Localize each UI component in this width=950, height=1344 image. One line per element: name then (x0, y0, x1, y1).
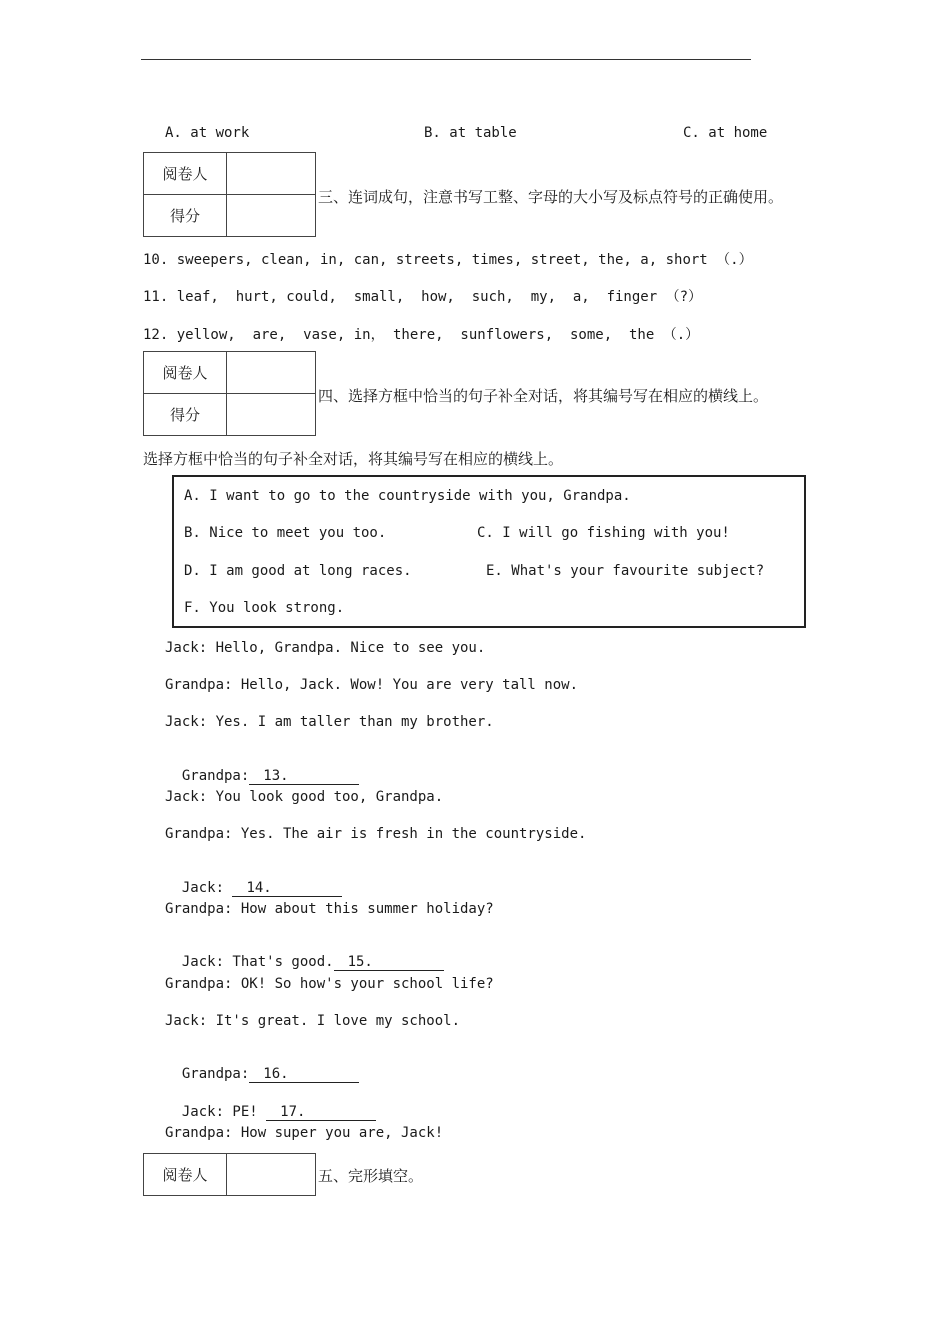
dialogue-line-4 (165, 752, 359, 785)
blank-number: 14. (246, 880, 272, 896)
section4-instruction: 选择方框中恰当的句子补全对话，将其编号写在相应的横线上。 (143, 450, 564, 468)
speaker: Jack: That's good. (181, 954, 334, 970)
question-12: 12. yellow, are, vase, in， there, sunflowers, some, the （.） (143, 327, 700, 343)
speaker: Grandpa: (181, 1066, 250, 1082)
speaker: Jack: (181, 880, 225, 896)
dialogue-line-2: Grandpa: Hello, Jack. Wow! You are very tall now. (165, 677, 579, 693)
option-d: D. I am good at long races. (184, 563, 412, 579)
dialogue-line-11: Jack: It's great. I love my school. (165, 1013, 461, 1029)
dialogue-line-7 (165, 864, 342, 897)
dialogue-line-8: Grandpa: How about this summer holiday? (165, 901, 494, 917)
dialogue-line-13 (165, 1088, 376, 1121)
q9-option-a: A. at work (165, 125, 250, 141)
section5-heading: 五、完形填空。 (318, 1167, 424, 1185)
section4-heading: 四、选择方框中恰当的句子补全对话，将其编号写在相应的横线上。 (318, 387, 769, 405)
q9-option-b: B. at table (424, 125, 517, 141)
blank-number: 17. (280, 1104, 306, 1120)
dialogue-line-9 (165, 938, 444, 971)
grader-box-section5 (143, 1153, 316, 1196)
dialogue-line-6: Grandpa: Yes. The air is fresh in the countryside. (165, 826, 587, 842)
score-field[interactable] (227, 394, 316, 436)
speaker: Jack: PE! (181, 1104, 258, 1120)
blank-number: 15. (347, 954, 373, 970)
reviewer-label: 阅卷人 (144, 352, 227, 394)
reviewer-field[interactable] (227, 352, 316, 394)
option-b: B. Nice to meet you too. (184, 525, 387, 541)
option-c: C. I will go fishing with you! (477, 525, 730, 541)
reviewer-label: 阅卷人 (144, 1154, 227, 1196)
option-f: F. You look strong. (184, 600, 345, 616)
dialogue-line-5: Jack: You look good too, Grandpa. (165, 789, 444, 805)
blank-number: 16. (263, 1066, 289, 1082)
question-10: 10. sweepers, clean, in, can, streets, times, street, the, a, short （.） (143, 252, 753, 268)
option-a: A. I want to go to the countryside with you, Grandpa. (184, 488, 631, 504)
question-11: 11. leaf, hurt, could, small, how, such, my, a, finger （?） (143, 289, 703, 305)
answer-blank-13[interactable] (249, 768, 359, 785)
answer-blank-16[interactable] (249, 1066, 359, 1083)
reviewer-field[interactable] (227, 1154, 316, 1196)
reviewer-label: 阅卷人 (144, 153, 227, 195)
dialogue-line-12 (165, 1050, 359, 1083)
grader-box-section4 (143, 351, 316, 436)
answer-blank-17[interactable] (266, 1104, 376, 1121)
dialogue-line-10: Grandpa: OK! So how's your school life? (165, 976, 494, 992)
score-field[interactable] (227, 195, 316, 237)
header-rule (141, 59, 751, 60)
score-label: 得分 (144, 394, 227, 436)
answer-blank-14[interactable] (232, 880, 342, 897)
dialogue-line-1: Jack: Hello, Grandpa. Nice to see you. (165, 640, 486, 656)
dialogue-line-3: Jack: Yes. I am taller than my brother. (165, 714, 494, 730)
answer-blank-15[interactable] (334, 954, 444, 971)
score-label: 得分 (144, 195, 227, 237)
blank-number: 13. (263, 768, 289, 784)
dialogue-line-14: Grandpa: How super you are, Jack! (165, 1125, 444, 1141)
option-e: E. What's your favourite subject? (486, 563, 765, 579)
reviewer-field[interactable] (227, 153, 316, 195)
q9-option-c: C. at home (683, 125, 768, 141)
grader-box-section3 (143, 152, 316, 237)
speaker: Grandpa: (181, 768, 250, 784)
section3-heading: 三、连词成句，注意书写工整、字母的大小写及标点符号的正确使用。 (318, 188, 784, 206)
